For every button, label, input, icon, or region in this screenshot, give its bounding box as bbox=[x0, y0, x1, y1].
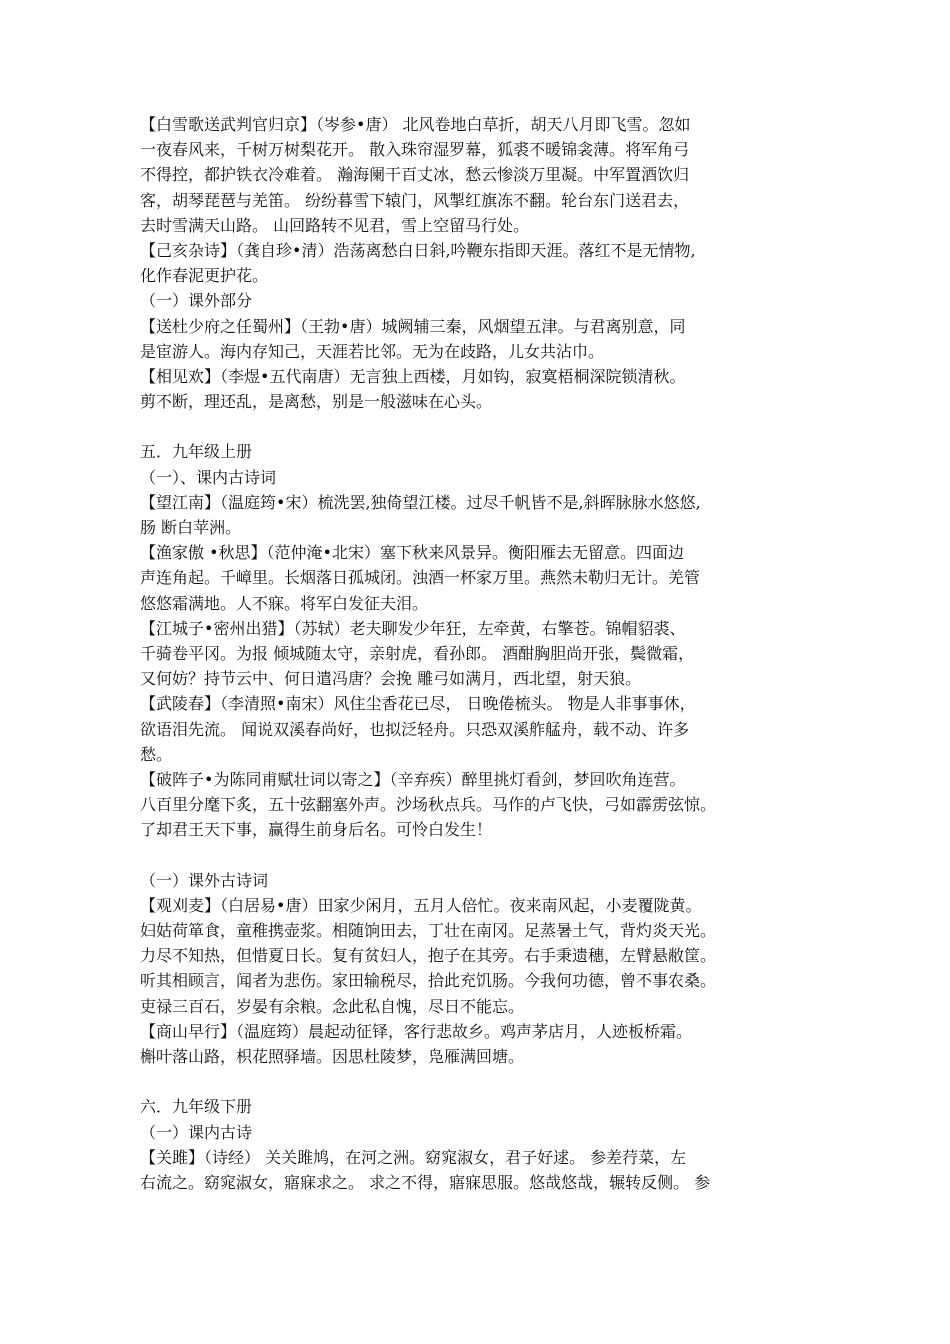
text-line: 【送杜少府之任蜀州】（王勃•唐）城阙辅三秦，风烟望五津。与君离别意，同 bbox=[140, 316, 686, 336]
text-line: 【商山早行】（温庭筠）晨起动征铎，客行悲故乡。鸡声茅店月，人迹板桥霜。 bbox=[140, 1021, 693, 1041]
text-line: 【望江南】（温庭筠•宋）梳洗罢,独倚望江楼。过尽千帆皆不是,斜晖脉脉水悠悠, bbox=[140, 492, 701, 512]
text-line: 是宦游人。海内存知己，天涯若比邻。无为在歧路，儿女共沾巾。 bbox=[140, 341, 605, 361]
text-line: 悠悠霜满地。人不寐。将军白发征夫泪。 bbox=[140, 593, 429, 613]
text-line: 了却君王天下事，赢得生前身后名。可怜白发生！ bbox=[140, 820, 493, 840]
text-line: 力尽不知热，但惜夏日长。复有贫妇人，抱子在其旁。右手秉遗穗，左臂悬敝筐。 bbox=[140, 946, 717, 966]
text-line: 妇姑荷箪食，童稚携壶浆。相随饷田去，丁壮在南冈。足蒸暑土气，背灼炎天光。 bbox=[140, 921, 717, 940]
text-line: 【白雪歌送武判官归京】（岑参•唐） 北风卷地白草折，胡天八月即飞雪。忽如 bbox=[140, 115, 691, 134]
blank-line bbox=[140, 842, 812, 867]
text-line: 槲叶落山路，枳花照驿墙。因思杜陵梦，凫雁满回塘。 bbox=[140, 1046, 525, 1066]
text-line: 化作春泥更护花。 bbox=[140, 266, 269, 286]
blank-line bbox=[140, 1069, 812, 1094]
text-line: 【己亥杂诗】（龚自珍•清）浩荡离愁白日斜,吟鞭东指即天涯。落红不是无情物, bbox=[140, 240, 696, 260]
text-line: 【相见欢】（李煜•五代南唐）无言独上西楼，月如钩，寂寞梧桐深院锁清秋。 bbox=[140, 366, 686, 386]
text-line: 声连角起。千嶂里。长烟落日孤城闭。浊酒一杯家万里。燕然未勒归无计。羌管 bbox=[140, 568, 701, 588]
text-line: 五．九年级上册 bbox=[140, 442, 253, 462]
text-line: 六．九年级下册 bbox=[140, 1097, 253, 1117]
blank-line bbox=[140, 414, 812, 439]
text-line: 听其相顾言，闻者为悲伤。家田输税尽，拾此充饥肠。今我何功德，曾不事农桑。 bbox=[140, 971, 717, 991]
text-line: 客，胡琴琵琶与羌笛。 纷纷暮雪下辕门，风掣红旗冻不翻。轮台东门送君去， bbox=[140, 190, 690, 210]
text-line: 去时雪满天山路。 山回路转不见君，雪上空留马行处。 bbox=[140, 215, 530, 235]
text-line: 剪不断，理还乱，是离愁，别是一般滋味在心头。 bbox=[140, 392, 493, 412]
text-line: 又何妨？持节云中、何日遣冯唐？会挽 雕弓如满月，西北望，射天狼。 bbox=[140, 669, 642, 689]
text-line: 【武陵春】（李清照•南宋）风住尘香花已尽， 日晚倦梳头。 物是人非事事休， bbox=[140, 694, 696, 714]
text-line: 右流之。窈窕淑女，寤寐求之。 求之不得，寤寐思服。悠哉悠哉，辗转反侧。 参 bbox=[140, 1172, 711, 1192]
text-line: 【关雎】（诗经） 关关雎鸠，在河之洲。窈窕淑女，君子好逑。 参差荇菜，左 bbox=[140, 1147, 687, 1167]
text-line: 【江城子•密州出猎】（苏轼）老夫聊发少年狂，左牵黄，右擎苍。锦帽貂裘、 bbox=[140, 618, 686, 638]
text-line: （一）课外古诗词 bbox=[140, 870, 269, 890]
text-line: 八百里分麾下炙，五十弦翻塞外声。沙场秋点兵。马作的卢飞快，弓如霹雳弦惊。 bbox=[140, 795, 717, 815]
text-line: 愁。 bbox=[140, 744, 173, 764]
text-line: 【渔家傲 •秋思】（范仲淹•北宋）塞下秋来风景异。衡阳雁去无留意。四面边 bbox=[140, 543, 684, 563]
text-line: （一）课内古诗 bbox=[140, 1122, 253, 1142]
text-line: 肠 断白苹洲。 bbox=[140, 518, 242, 537]
text-line: 欲语泪先流。 闻说双溪春尚好，也拟泛轻舟。只恐双溪舴艋舟，载不动、许多 bbox=[140, 719, 690, 739]
text-line: 【观刈麦】（白居易•唐）田家少闲月，五月人倍忙。夜来南风起，小麦覆陇黄。 bbox=[140, 895, 702, 915]
text-line: 千骑卷平冈。为报 倾城随太守，亲射虎，看孙郎。 酒酣胸胆尚开张，鬓微霜， bbox=[140, 643, 695, 663]
text-line: （一）课外部分 bbox=[140, 291, 253, 311]
text-line: 吏禄三百石，岁晏有余粮。念此私自愧，尽日不能忘。 bbox=[140, 996, 525, 1016]
document-body bbox=[140, 112, 812, 1195]
text-line: 【破阵子•为陈同甫赋壮词以寄之】（辛弃疾）醉里挑灯看剑，梦回吹角连营。 bbox=[140, 769, 686, 789]
text-line: 一夜春风来，千树万树梨花开。 散入珠帘湿罗幕，狐裘不暖锦衾薄。将军角弓 bbox=[140, 140, 690, 160]
text-line: 不得控，都护铁衣冷难着。 瀚海阑干百丈冰，愁云惨淡万里凝。中军置酒饮归 bbox=[140, 165, 690, 185]
text-line: （一）、课内古诗词 bbox=[140, 467, 277, 487]
